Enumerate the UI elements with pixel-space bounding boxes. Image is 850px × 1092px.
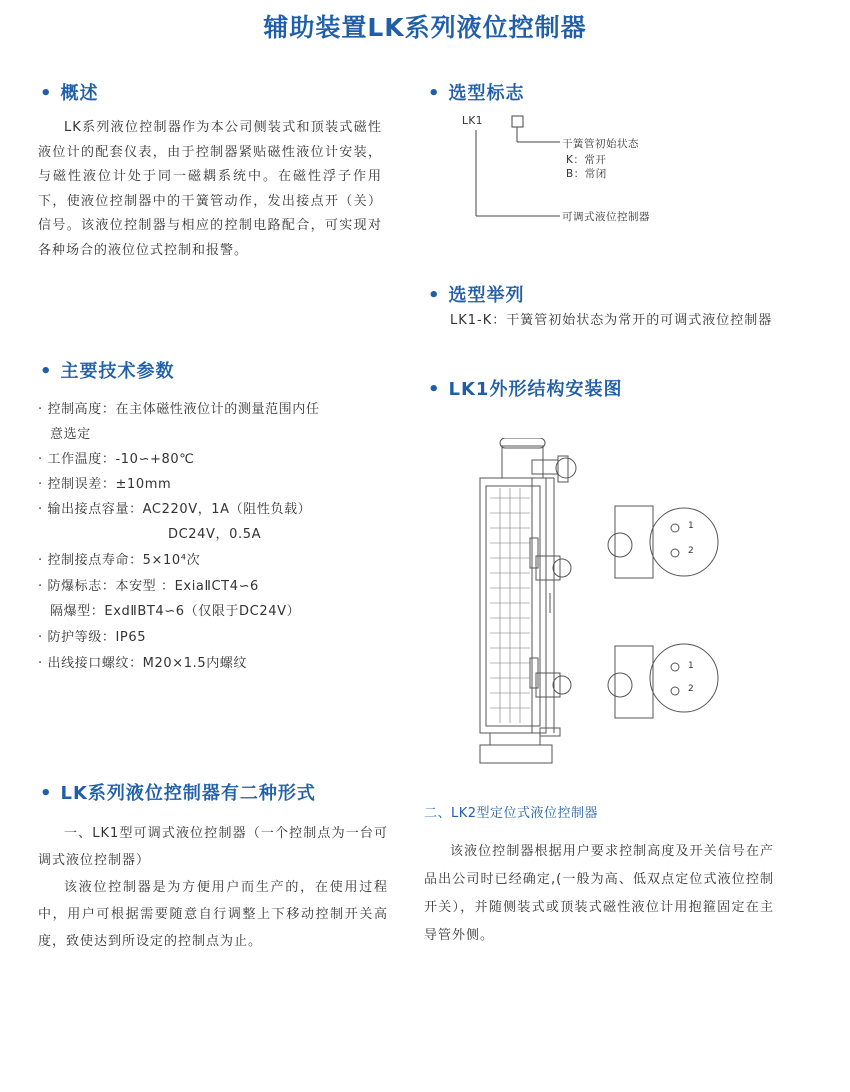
param-error: · 控制误差：±10mm — [38, 477, 172, 492]
overview-heading: • 概述 — [40, 83, 99, 104]
param-temperature: · 工作温度：-10∽+80℃ — [38, 452, 195, 467]
overview-text: LK系列液位控制器作为本公司侧装式和顶装式磁性液位计的配套仪表，由于控制器紧贴磁性液位计安装，与磁性液位计处于同一磁耦系统中。在磁性浮子作用下，使液位控制器中的干簧管动作，发出接点开（关）信号。该液位控制器与相应的控制电路配合，可实现对各种场合的液位位式控制和报警。 — [38, 120, 382, 258]
model-code-box-label: 干簧管初始状态 — [562, 138, 639, 150]
forms-lk1-desc: 该液位控制器是为方便用户而生产的，在使用过程中，用户可根据需要随意自行调整上下移动控制开关高度，致使达到所设定的控制点为止。 — [38, 880, 388, 949]
upper-terminal-2: 2 — [688, 546, 695, 556]
param-contact-life: · 控制接点寿命：5×10⁴次 — [38, 553, 201, 568]
model-code-b: B：常闭 — [566, 168, 607, 180]
forms-heading: • LK系列液位控制器有二种形式 — [40, 783, 316, 804]
install-heading: • LK1外形结构安装图 — [428, 379, 623, 400]
example-text: LK1-K：干簧管初始状态为常开的可调式液位控制器 — [450, 313, 773, 328]
param-control-height-cont: 意选定 — [50, 427, 91, 442]
wiring-diagram-lower — [608, 644, 718, 718]
upper-terminal-1: 1 — [688, 521, 695, 531]
param-contact-capacity: · 输出接点容量：AC220V，1A（阻性负载） — [38, 502, 312, 517]
params-heading: • 主要技术参数 — [40, 361, 175, 382]
wiring-diagram-upper — [608, 506, 718, 578]
param-control-height: · 控制高度：在主体磁性液位计的测量范围内任 — [38, 402, 320, 417]
lk2-text: 该液位控制器根据用户要求控制高度及开关信号在产品出公司时已经确定,(一般为高、低双点定位式液位控制开关），并随侧装式或顶装式磁性液位计用抱箍固定在主导管外侧。 — [424, 844, 774, 943]
example-heading: • 选型举列 — [428, 285, 525, 306]
model-code-base: 可调式液位控制器 — [562, 211, 650, 223]
model-code-lk1: LK1 — [462, 115, 483, 127]
model-code-k: K：常开 — [566, 154, 607, 166]
lower-terminal-2: 2 — [688, 684, 695, 694]
lower-terminal-1: 1 — [688, 661, 695, 671]
lk2-heading: 二、LK2型定位式液位控制器 — [424, 806, 599, 821]
model-code-box — [512, 116, 523, 127]
forms-lk1: 一、LK1型可调式液位控制器（一个控制点为一台可调式液位控制器） — [38, 826, 388, 868]
forms-text — [38, 820, 388, 955]
model-heading: • 选型标志 — [428, 83, 525, 104]
install-drawing — [470, 438, 730, 770]
param-protection: · 防护等级：IP65 — [38, 630, 147, 645]
page-title: 辅助装置LK系列液位控制器 — [263, 13, 587, 42]
param-explosion-mark: · 防爆标志：本安型 ：ExiaⅡCT4∽6 — [38, 579, 259, 594]
param-thread: · 出线接口螺纹：M20×1.5内螺纹 — [38, 656, 247, 671]
param-contact-capacity-dc: DC24V，0.5A — [168, 527, 262, 542]
param-explosion-flameproof: 隔爆型：ExdⅡBT4∽6（仅限于DC24V） — [50, 604, 301, 619]
